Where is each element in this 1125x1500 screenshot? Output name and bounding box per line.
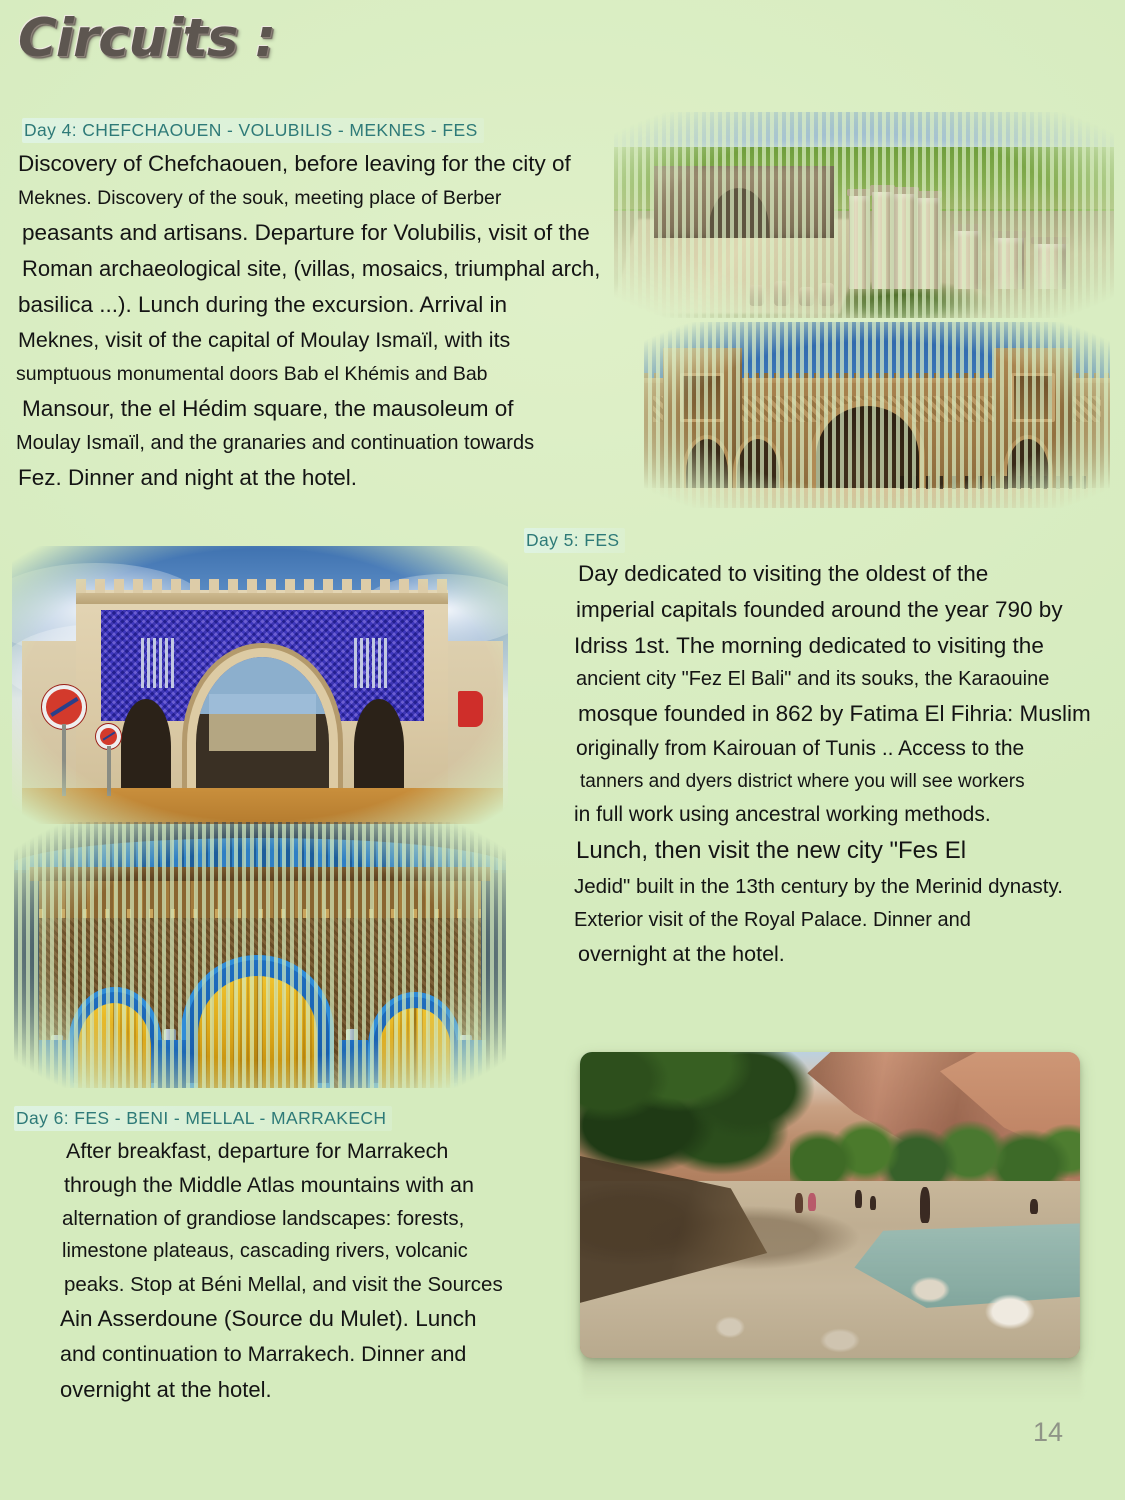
paragraph-line: Ain Asserdoune (Source du Mulet). Lunch — [60, 1306, 477, 1331]
paragraph-line: imperial capitals founded around the year 790 by — [576, 597, 1063, 622]
person-figure — [1030, 1199, 1038, 1214]
red-flag-icon — [458, 691, 483, 727]
person-figure — [795, 1193, 803, 1213]
paragraph-line: After breakfast, departure for Marrakech — [66, 1139, 449, 1163]
bab-bou-jeloud-blue-gate-photo — [12, 546, 508, 824]
paragraph-line: peaks. Stop at Béni Mellal, and visit the Sources — [64, 1273, 503, 1296]
no-entry-sign-icon — [96, 724, 121, 749]
day-5-paragraph — [572, 556, 1091, 972]
person-figure — [920, 1187, 930, 1224]
paragraph-line: Exterior visit of the Royal Palace. Dinner and — [574, 909, 971, 931]
paragraph-line: overnight at the hotel. — [578, 942, 785, 966]
photo-reflection — [582, 1356, 1082, 1416]
day-6-heading: Day 6: FES - BENI - MELLAL - MARRAKECH — [14, 1106, 392, 1131]
person-figure — [808, 1193, 816, 1211]
paragraph-line: Discovery of Chefchaouen, before leaving for the city of — [18, 151, 571, 176]
paragraph-line: limestone plateaus, cascading rivers, volcanic — [62, 1240, 468, 1262]
paragraph-line: basilica ...). Lunch during the excursion. Arrival in — [18, 292, 507, 317]
paragraph-line: Mansour, the el Hédim square, the mausoleum of — [22, 396, 514, 421]
paragraph-line: Day dedicated to visiting the oldest of the — [578, 561, 989, 586]
day-6-paragraph — [60, 1134, 503, 1407]
paragraph-line: Roman archaeological site, (villas, mosaics, triumphal arch, — [22, 256, 601, 281]
page-title: Circuits : — [18, 8, 276, 69]
paragraph-line: tanners and dyers district where you will see workers — [580, 771, 1025, 792]
paragraph-line: Fez. Dinner and night at the hotel. — [18, 465, 357, 490]
person-figure — [855, 1190, 862, 1208]
page-number: 14 — [1032, 1417, 1063, 1447]
day-4-heading: Day 4: CHEFCHAOUEN - VOLUBILIS - MEKNES - FES — [22, 118, 484, 143]
day-4-paragraph — [14, 146, 600, 496]
paragraph-line: Idriss 1st. The morning dedicated to visiting the — [574, 633, 1044, 658]
person-figure — [870, 1196, 876, 1210]
paragraph-line: Lunch, then visit the new city "Fes El — [576, 837, 967, 864]
day-5-heading: Day 5: FES — [524, 528, 625, 553]
paragraph-line: Meknes. Discovery of the souk, meeting place of Berber — [18, 187, 502, 209]
volubilis-roman-ruins-photo — [614, 112, 1114, 318]
royal-palace-golden-doors-photo — [14, 822, 506, 1088]
paragraph-line: alternation of grandiose landscapes: forests, — [62, 1207, 465, 1230]
paragraph-line: Moulay Ismaïl, and the granaries and continuation towards — [16, 432, 535, 454]
paragraph-line: Meknes, visit of the capital of Moulay Ismaïl, with its — [18, 328, 511, 352]
paragraph-line: mosque founded in 862 by Fatima El Fihria: Muslim — [578, 701, 1091, 726]
paragraph-line: sumptuous monumental doors Bab el Khémis and Bab — [16, 363, 488, 385]
paragraph-line: overnight at the hotel. — [60, 1377, 272, 1402]
paragraph-line: originally from Kairouan of Tunis .. Access to the — [576, 737, 1025, 760]
paragraph-line: ancient city "Fez El Bali" and its souks, the Karaouine — [576, 668, 1050, 690]
river-gorge-oasis-photo — [580, 1052, 1080, 1358]
paragraph-line: Jedid" built in the 13th century by the Merinid dynasty. — [574, 875, 1063, 898]
paragraph-line: in full work using ancestral working methods. — [574, 803, 991, 826]
bab-mansour-gate-photo — [644, 322, 1110, 508]
paragraph-line: and continuation to Marrakech. Dinner and — [60, 1342, 467, 1366]
paragraph-line: through the Middle Atlas mountains with an — [64, 1173, 474, 1197]
paragraph-line: peasants and artisans. Departure for Volubilis, visit of the — [22, 220, 590, 245]
